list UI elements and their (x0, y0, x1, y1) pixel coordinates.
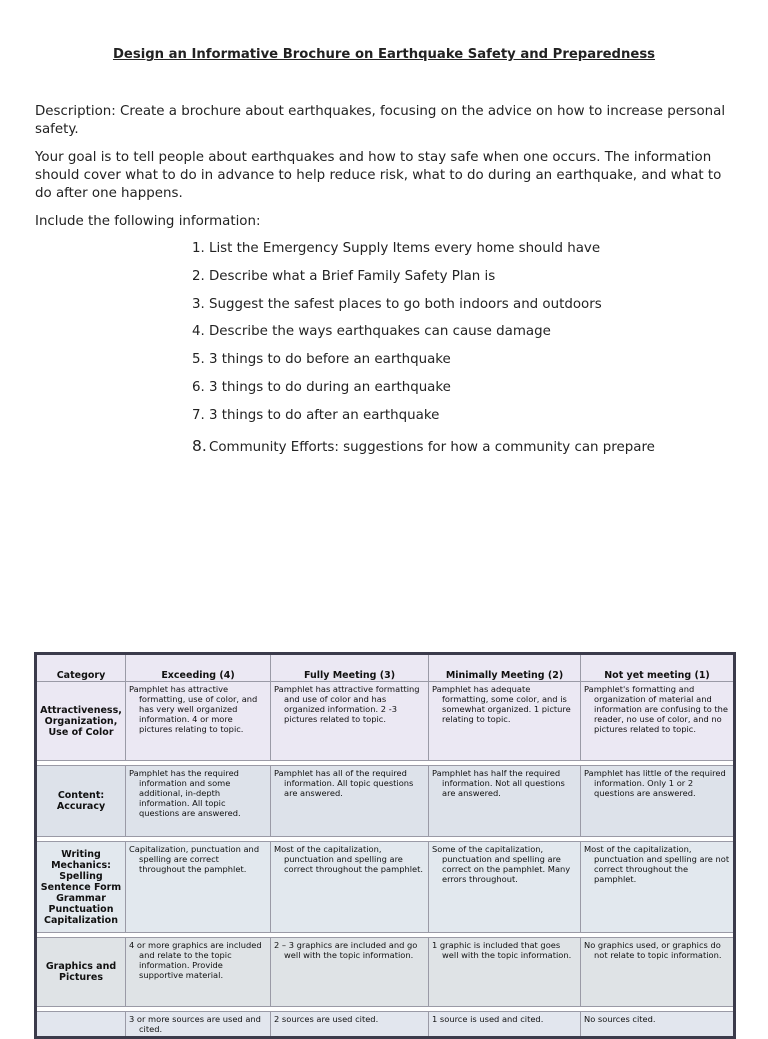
header-fully-meeting: Fully Meeting (3) (271, 654, 429, 682)
rubric-cell: No graphics used, or graphics do not relate to topic information. (581, 938, 735, 1007)
row-category: Writing Mechanics: Spelling Sentence Form Grammar Punctuation Capitalization (36, 842, 126, 933)
description-paragraph: Description: Create a brochure about earthquakes, focusing on the advice on how to increase personal safety. (35, 104, 726, 137)
rubric-cell: 3 or more sources are used and cited. (126, 1012, 271, 1038)
table-row (36, 1012, 735, 1038)
list-item: 8. Community Efforts: suggestions for how a community can prepare (192, 436, 655, 455)
rubric-cell: Capitalization, punctuation and spelling are correct throughout the pamphlet. (126, 842, 271, 933)
rubric-table (34, 652, 736, 1039)
row-category: Attractiveness, Organization, Use of Color (36, 682, 126, 761)
rubric-cell: Pamphlet has the required information and some additional, in-depth information. All topic questions are answered. (126, 766, 271, 837)
rubric-cell: 2 sources are used cited. (271, 1012, 429, 1038)
header-not-yet-meeting: Not yet meeting (1) (581, 654, 735, 682)
list-item: 5. 3 things to do before an earthquake (192, 352, 451, 368)
rubric-cell: Pamphlet has little of the required information. Only 1 or 2 questions are answered. (581, 766, 735, 837)
header-category: Category (36, 654, 126, 682)
rubric-cell: Some of the capitalization, punctuation and spelling are correct on the pamphlet. Many errors throughout. (429, 842, 581, 933)
header-exceeding: Exceeding (4) (126, 654, 271, 682)
list-item: 7. 3 things to do after an earthquake (192, 407, 440, 423)
rubric-cell: 4 or more graphics are included and relate to the topic information. Provide supportive material. (126, 938, 271, 1007)
list-item: 4. Describe the ways earthquakes can cause damage (192, 324, 551, 340)
rubric-cell: 1 graphic is included that goes well with the topic information. (429, 938, 581, 1007)
row-category (36, 1012, 126, 1038)
table-row (36, 766, 735, 837)
rubric-cell: Pamphlet's formatting and organization of material and information are confusing to the reader, no use of color, and no pictures related to topic. (581, 682, 735, 761)
include-intro: Include the following information: (35, 214, 261, 229)
table-row (36, 938, 735, 1007)
header-minimally-meeting: Minimally Meeting (2) (429, 654, 581, 682)
list-item: 6. 3 things to do during an earthquake (192, 379, 451, 395)
rubric-cell: Pamphlet has all of the required information. All topic questions are answered. (271, 766, 429, 837)
rubric-cell: Pamphlet has attractive formatting and use of color and has organized information. 2 -3 pictures related to topic. (271, 682, 429, 761)
table-row (36, 842, 735, 933)
row-category: Content: Accuracy (36, 766, 126, 837)
table-row (36, 682, 735, 761)
requirements-list (192, 240, 655, 464)
rubric-cell: Most of the capitalization, punctuation and spelling are not correct throughout the pamphlet. (581, 842, 735, 933)
document-title: Design an Informative Brochure on Earthquake Safety and Preparedness (112, 47, 656, 62)
goal-paragraph: Your goal is to tell people about earthquakes and how to stay safe when one occurs. The information should cover what to do in advance to help reduce risk, what to do during an earthquake, and what to do after one happens. (35, 150, 722, 201)
rubric-header-row (36, 654, 735, 682)
rubric-cell: 2 – 3 graphics are included and go well with the topic information. (271, 938, 429, 1007)
list-item: 3. Suggest the safest places to go both indoors and outdoors (192, 296, 602, 312)
list-item: 2. Describe what a Brief Family Safety Plan is (192, 268, 496, 284)
rubric-cell: No sources cited. (581, 1012, 735, 1038)
rubric-cell: Pamphlet has attractive formatting, use of color, and has very well organized information. 4 or more pictures relating to topic. (126, 682, 271, 761)
rubric-cell: Pamphlet has half the required information. Not all questions are answered. (429, 766, 581, 837)
rubric-cell: Most of the capitalization, punctuation and spelling are correct throughout the pamphlet. (271, 842, 429, 933)
rubric-cell: Pamphlet has adequate formatting, some color, and is somewhat organized. 1 picture relating to topic. (429, 682, 581, 761)
list-item: 1. List the Emergency Supply Items every home should have (192, 241, 601, 256)
rubric-cell: 1 source is used and cited. (429, 1012, 581, 1038)
row-category: Graphics and Pictures (36, 938, 126, 1007)
